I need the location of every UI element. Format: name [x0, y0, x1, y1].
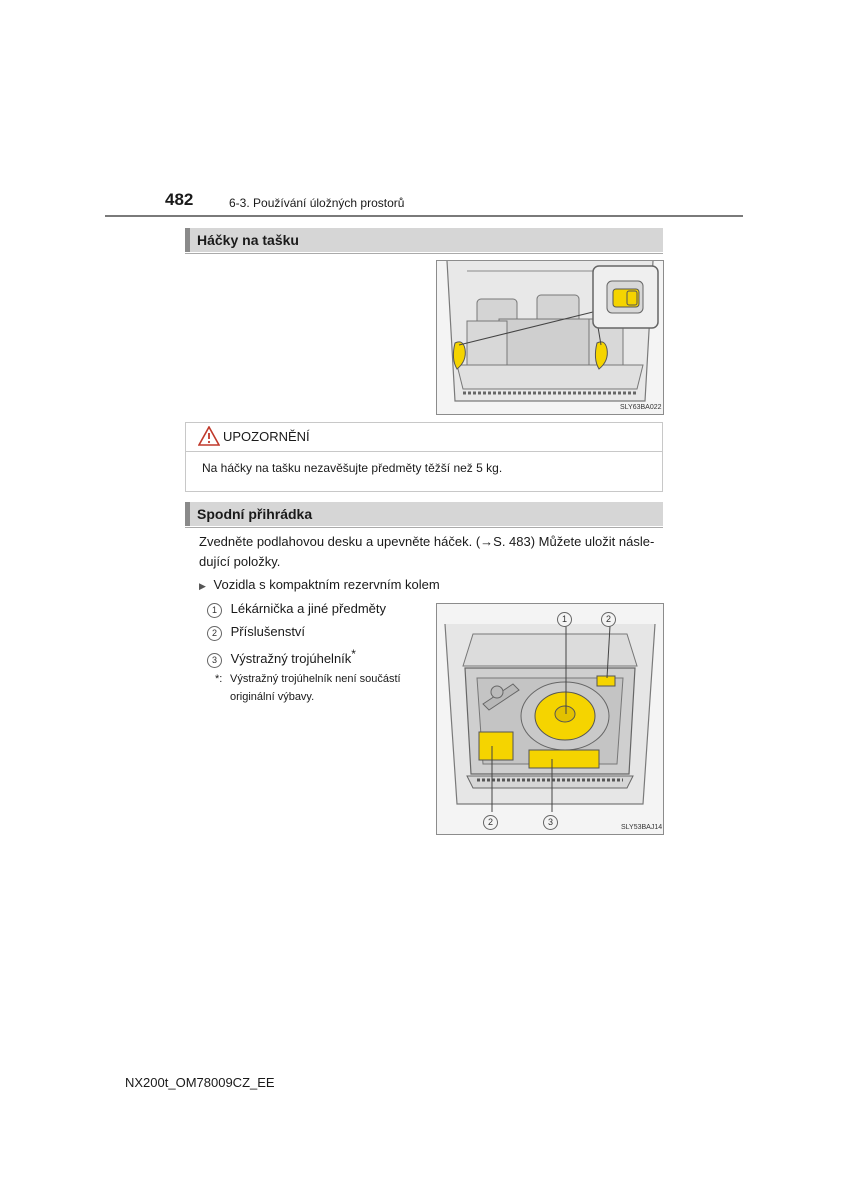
warning-text: Na háčky na tašku nezavěšujte předměty těžší než 5 kg. [202, 461, 503, 475]
warning-header [186, 423, 662, 452]
figure-code: SLY63BA022 [620, 404, 662, 411]
section-heading-lower-compartment: Spodní přihrádka [185, 502, 663, 526]
item-label: Příslušenství [230, 624, 306, 639]
warning-box [185, 422, 663, 492]
intro-text-line-1: Zvedněte podlahovou desku a upevněte háček. (→S. 483) Můžete uložit násle- [199, 534, 655, 549]
callout-number: 1 [557, 612, 572, 627]
callout-number: 2 [207, 626, 222, 641]
bullet-text: Vozidla s kompaktním rezervním kolem [213, 577, 440, 592]
footer-document-code: NX200t_OM78009CZ_EE [125, 1075, 275, 1090]
vehicle-bullet [199, 575, 440, 596]
list-item [207, 624, 305, 641]
page-number: 482 [165, 190, 194, 209]
callout-number: 3 [207, 653, 222, 668]
intro-text-line-2: dující položky. [199, 554, 281, 569]
warning-title: UPOZORNĚNÍ [223, 429, 310, 444]
compartment-drawing [437, 604, 663, 834]
callout-number: 3 [543, 815, 558, 830]
list-item [207, 647, 356, 668]
item-label: Výstražný trojúhelník [230, 651, 352, 667]
callout-number: 1 [207, 603, 222, 618]
bullet-triangle-icon: ▶ [199, 581, 206, 591]
footnote-line-2: originální výbavy. [230, 691, 315, 703]
list-item [207, 601, 386, 618]
footnote-star: * [351, 647, 356, 661]
bag-hooks-illustration [436, 260, 664, 415]
section-heading-bag-hooks: Háčky na tašku [185, 228, 663, 252]
figure-code: SLY53BAJ14 [621, 824, 663, 831]
footnote-mark: *: [215, 673, 223, 685]
lower-compartment-illustration [436, 603, 664, 835]
footnote-line-1: Výstražný trojúhelník není součástí [230, 673, 401, 685]
header-rule [105, 215, 743, 217]
cargo-area-drawing [437, 261, 663, 414]
chapter-title: 6-3. Používání úložných prostorů [229, 196, 405, 210]
callout-number: 2 [483, 815, 498, 830]
callout-number: 2 [601, 612, 616, 627]
warning-triangle-icon [198, 426, 220, 446]
item-label: Lékárnička a jiné předměty [230, 601, 386, 616]
